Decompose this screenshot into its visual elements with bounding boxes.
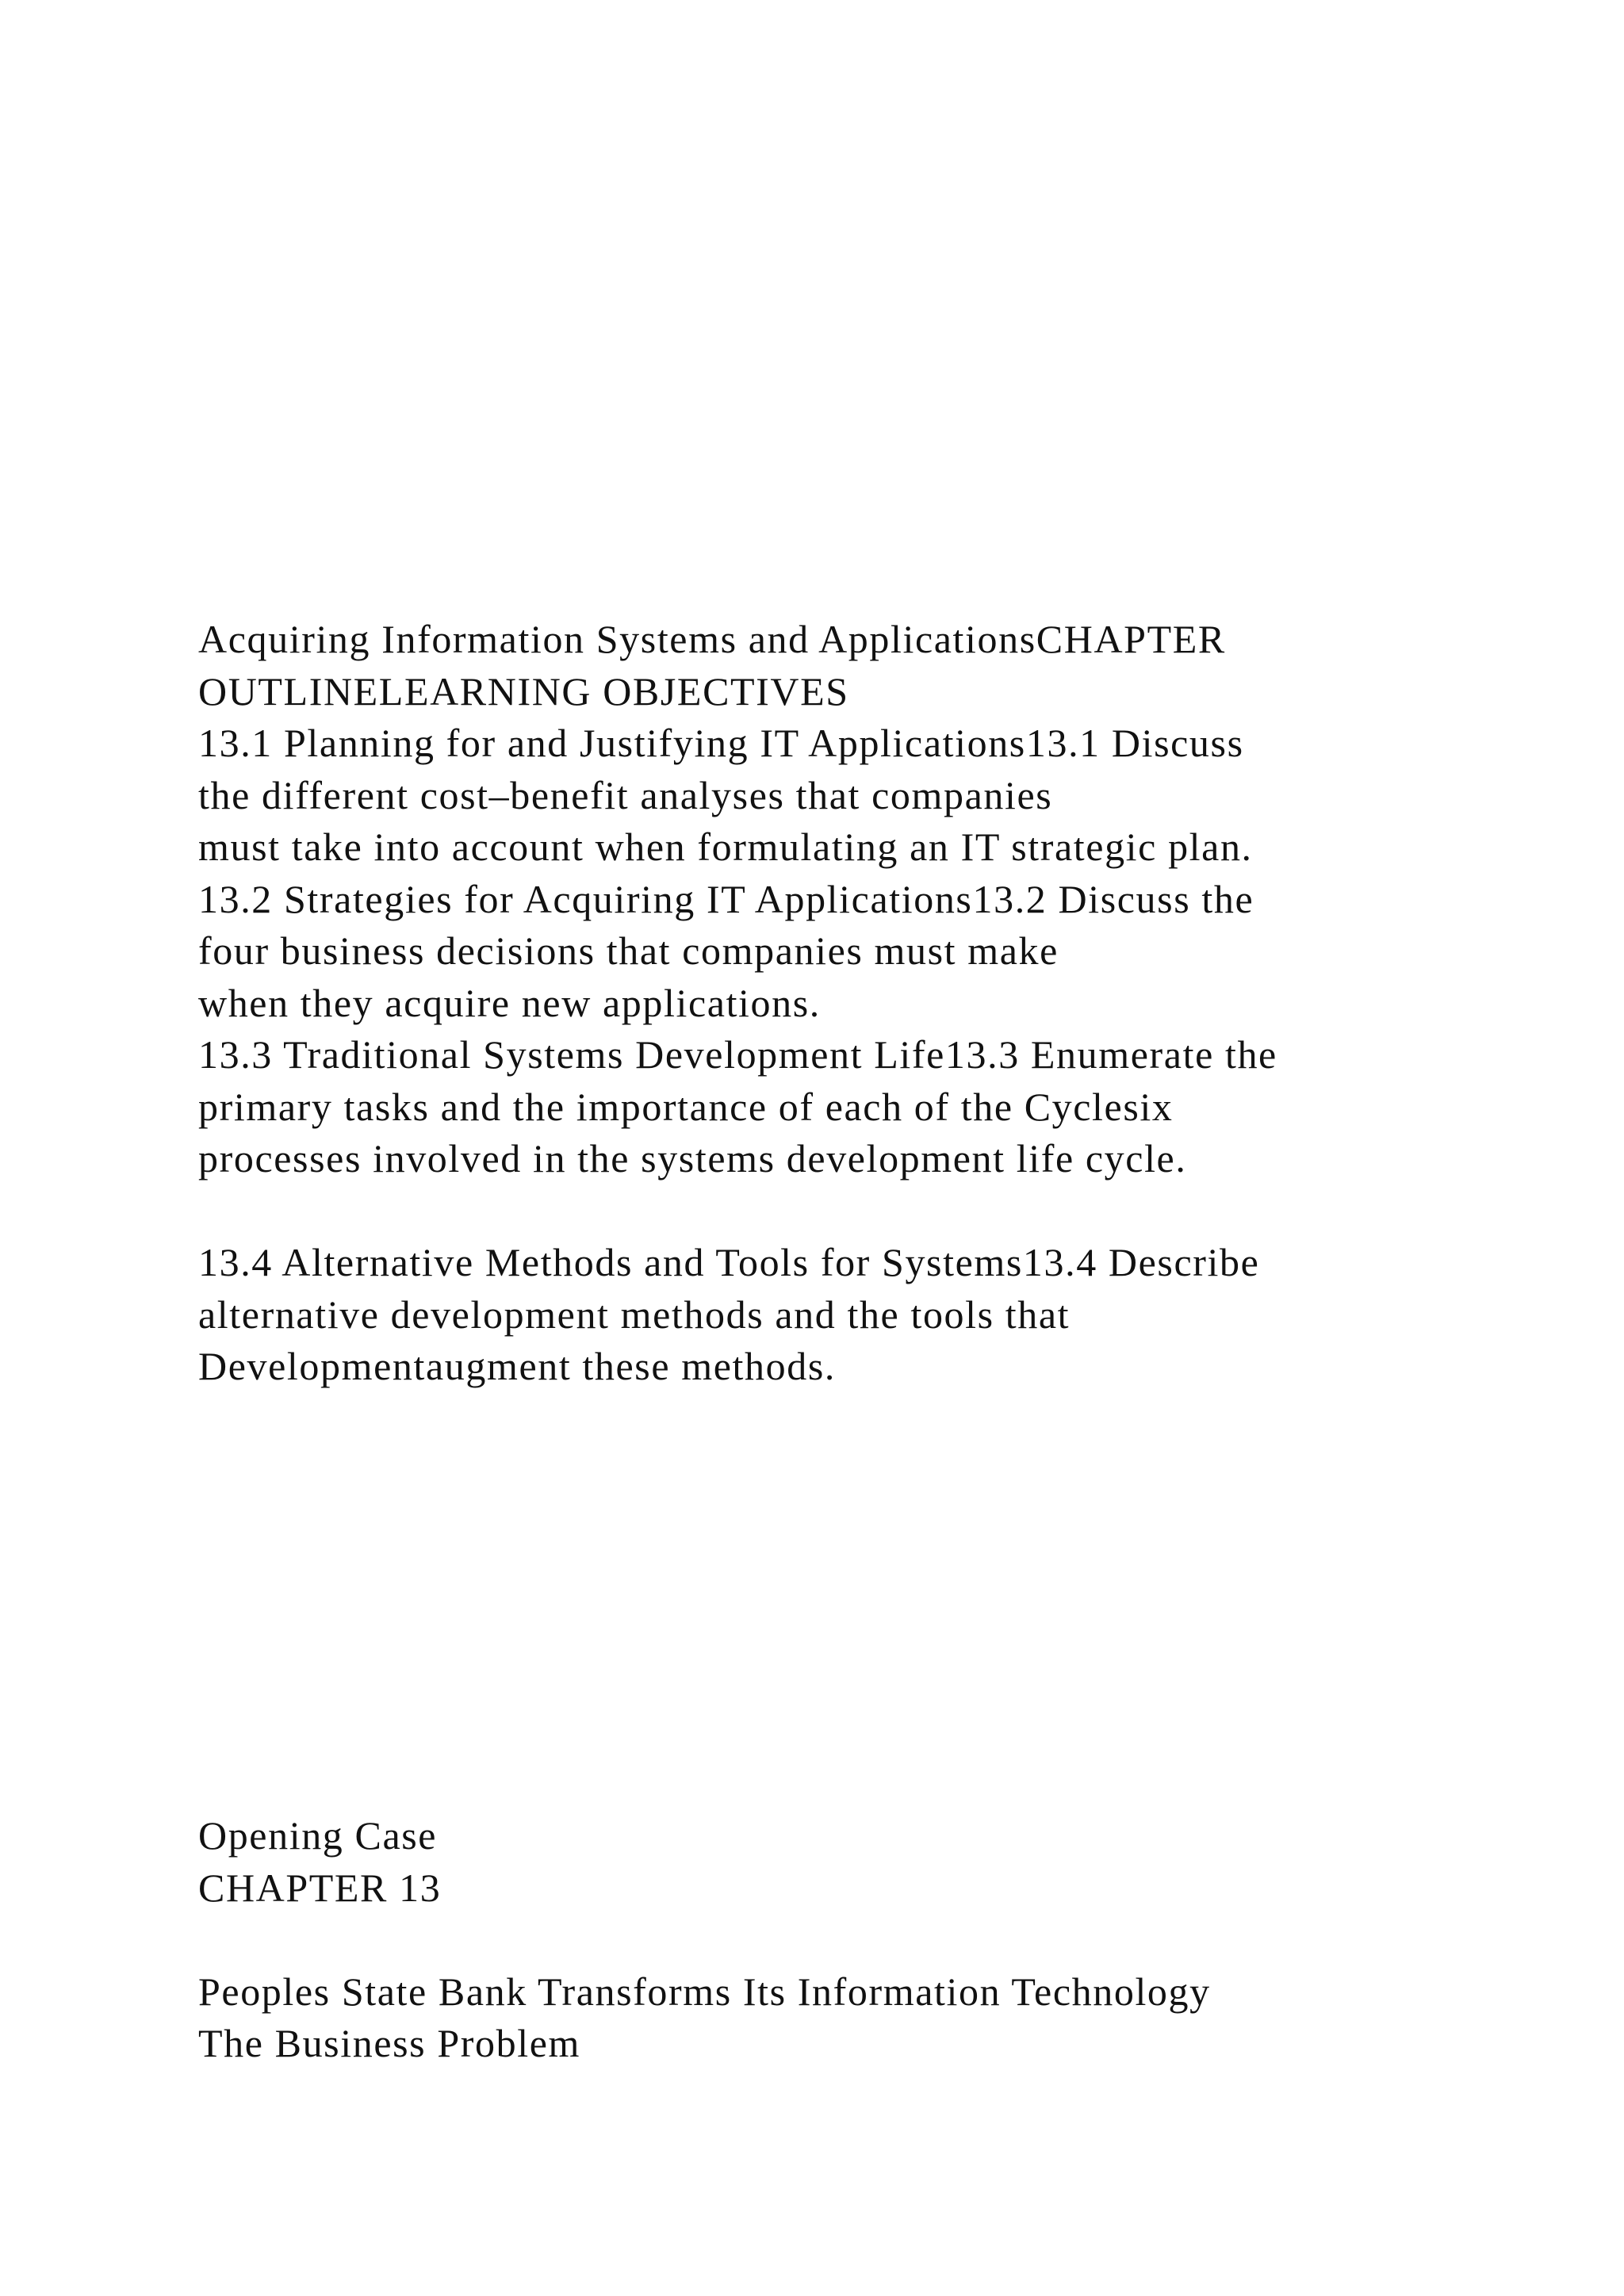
objective-13-1-line: 13.1 Planning for and Justifying IT Applications13.1 Discuss bbox=[198, 721, 1244, 765]
opening-case-section bbox=[198, 1810, 1546, 2070]
objective-13-1-line: the different cost–benefit analyses that companies bbox=[198, 772, 1053, 817]
objective-13-4-line: alternative development methods and the tools that bbox=[198, 1292, 1071, 1337]
opening-case-label: Opening Case bbox=[198, 1813, 438, 1858]
objective-13-3-line: 13.3 Traditional Systems Development Life13.3 Enumerate the bbox=[198, 1032, 1277, 1077]
objective-13-3-line: processes involved in the systems development life cycle. bbox=[198, 1136, 1187, 1181]
objective-13-1-line: must take into account when formulating an IT strategic plan. bbox=[198, 825, 1253, 869]
case-title: Peoples State Bank Transforms Its Information Technology bbox=[198, 1969, 1211, 2014]
objective-13-2-line: 13.2 Strategies for Acquiring IT Applications13.2 Discuss the bbox=[198, 876, 1254, 921]
objective-13-3-line: primary tasks and the importance of each of the Cyclesix bbox=[198, 1084, 1174, 1129]
outline-heading-line: OUTLINELEARNING OBJECTIVES bbox=[198, 668, 849, 714]
case-subheading: The Business Problem bbox=[198, 2021, 580, 2065]
chapter-title-line: Acquiring Information Systems and ApplicationsCHAPTER bbox=[198, 617, 1226, 661]
chapter-outline-objectives bbox=[198, 614, 1546, 1393]
objective-13-4-line: Developmentaugment these methods. bbox=[198, 1344, 836, 1388]
chapter-number-label: CHAPTER 13 bbox=[198, 1865, 442, 1910]
paragraph-gap bbox=[198, 1914, 1546, 1966]
objective-13-2-line: when they acquire new applications. bbox=[198, 980, 821, 1025]
paragraph-gap bbox=[198, 1185, 1546, 1238]
objective-13-4-line: 13.4 Alternative Methods and Tools for Systems13.4 Describe bbox=[198, 1240, 1260, 1284]
objective-13-2-line: four business decisions that companies must make bbox=[198, 928, 1059, 973]
